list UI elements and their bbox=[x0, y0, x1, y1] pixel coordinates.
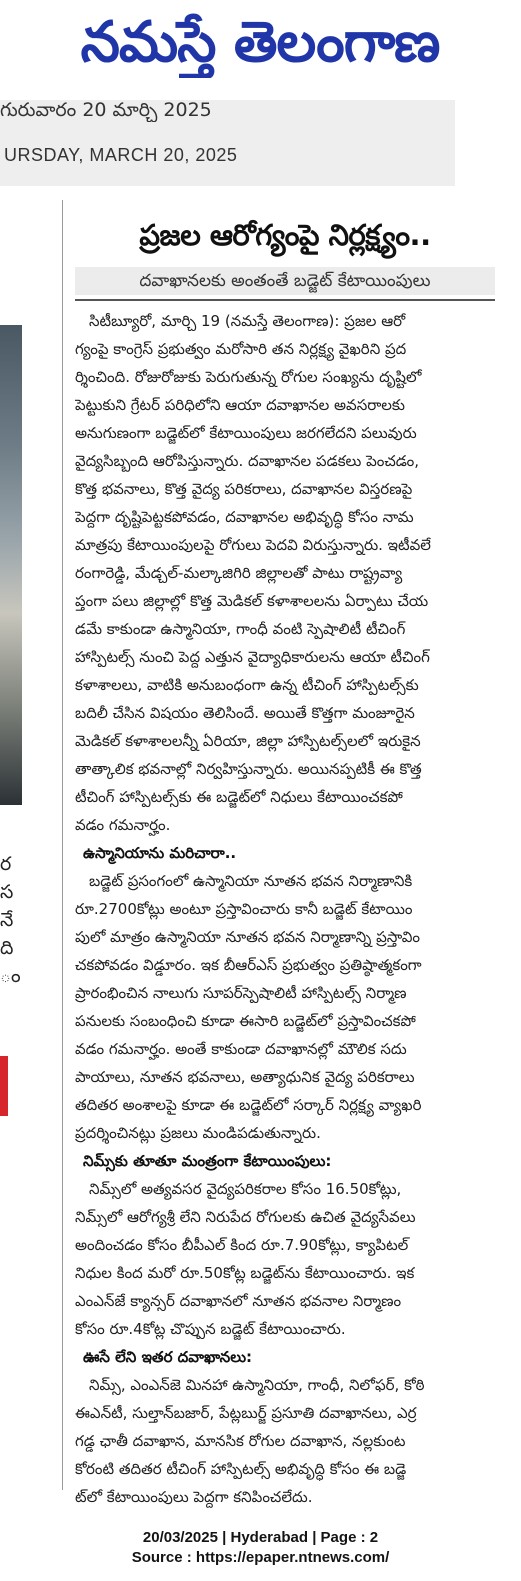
neighbor-red-block bbox=[0, 1056, 8, 1116]
section-heading-osmania: ఉస్మానియాను మరిచారా.. bbox=[83, 844, 237, 862]
article-line: గ్యంపై కాంగ్రెస్ ప్రభుత్వం మరోసారి తన నిర్లక్ష్య వైఖరిని ప్రద bbox=[75, 340, 407, 358]
article-line: పులో మాత్రం ఉస్మానియా నూతన భవన నిర్మాణాన్ని ప్రస్తావిం bbox=[75, 928, 421, 946]
article-line: పెద్దగా దృష్టిపెట్టకపోవడం, దవాఖానల అభివృద్ధి కోసం నామ bbox=[75, 508, 414, 526]
article-line: తాత్కాలిక భవనాల్లో నిర్వహిస్తున్నారు. అయినప్పటికీ ఈ కొత్త bbox=[75, 760, 422, 778]
footer-source: Source : https://epaper.ntnews.com/ bbox=[131, 1549, 390, 1566]
neighbor-char: ం bbox=[0, 965, 21, 987]
article-line: హాస్పిటల్స్ నుంచి పెద్ద ఎత్తున వైద్యాధికారులను ఆయా టీచింగ్ bbox=[75, 648, 430, 666]
date-telugu: గురువారం 20 మార్చి 2025 bbox=[0, 99, 212, 121]
neighbor-char: ది bbox=[0, 937, 14, 959]
article-line: కోసం రూ.4కోట్ల చొప్పున బడ్జెట్ కేటాయించారు. bbox=[75, 1320, 346, 1338]
article-line: రంగారెడ్డి, మేడ్చల్-మల్కాజిగిరి జిల్లాలతో పాటు రాష్ట్రవ్యా bbox=[75, 564, 403, 582]
article-line: వడం గమనార్హం. అంతే కాకుండా దవాఖానల్లో మౌలిక సదు bbox=[75, 1040, 407, 1058]
article-line: వైద్యసిబ్బంది ఆరోపిస్తున్నారు. దవాఖానల పడకలు పెంచడం, bbox=[75, 452, 420, 470]
column-divider bbox=[62, 200, 63, 1490]
newspaper-logo: నమస్తే తెలంగాణ bbox=[80, 10, 440, 75]
date-english: URSDAY, MARCH 20, 2025 bbox=[4, 145, 238, 165]
footer-date-location: 20/03/2025 | Hyderabad | Page : 2 bbox=[142, 1529, 379, 1546]
article-line: డమే కాకుండా ఉస్మానియా, గాంధీ వంటి స్పెషాలిటీ టీచింగ్ bbox=[75, 620, 406, 638]
neighbor-char: స bbox=[0, 881, 14, 903]
article-line: నిమ్స్‌లో అత్యవసర వైద్యపరికరాల కోసం 16.50కోట్లు, bbox=[89, 1180, 402, 1198]
article-line: బదిలీ చేసిన విషయం తెలిసిందే. అయితే కొత్తగా మంజూరైన bbox=[75, 704, 415, 722]
article-line: సిటీబ్యూరో, మార్చి 19 (నమస్తే తెలంగాణ): ప్రజల ఆరో bbox=[89, 312, 406, 330]
article-subheadline: దవాఖానలకు అంతంతే బడ్జెట్ కేటాయింపులు bbox=[75, 267, 495, 295]
article-headline: ప్రజల ఆరోగ్యంపై నిర్లక్ష్యం.. bbox=[139, 218, 431, 252]
article-line: చకపోవడం విడ్డూరం. ఇక బీఆర్‌ఎస్ ప్రభుత్వం ప్రతిష్ఠాత్మకంగా bbox=[75, 956, 422, 974]
article-line: వడం గమనార్హం. bbox=[75, 816, 171, 834]
article-line: టీచింగ్ హాస్పిటల్స్‌కు ఈ బడ్జెట్‌లో నిధులు కేటాయించకపో bbox=[75, 788, 403, 806]
article-line: కళాశాలలు, వాటికి అనుబంధంగా ఉన్న టీచింగ్ హాస్పిటల్స్‌కు bbox=[75, 676, 419, 694]
article-body bbox=[75, 307, 495, 1511]
article-line: ప్తంగా పలు జిల్లాల్లో కొత్త మెడికల్ కళాశాలలను ఏర్పాటు చేయ bbox=[75, 592, 429, 610]
article-line: పాయాలు, నూతన భవనాలు, అత్యాధునిక వైద్య పరికరాలు bbox=[75, 1068, 415, 1086]
article-line: కోరంటి తదితర టీచింగ్ హాస్పిటల్స్ అభివృద్ధి కోసం ఈ బడ్జె bbox=[75, 1460, 407, 1478]
article-line: మెడికల్ కళాశాలలన్నీ ఏరియా, జిల్లా హాస్పిటల్స్‌లలో ఇరుకైన bbox=[75, 732, 421, 750]
subheadline-divider bbox=[75, 299, 495, 301]
article-line: నిమ్స్, ఎంఎన్‌జె మినహా ఉస్మానియా, గాంధీ, నిలోఫర్, కోఠి bbox=[89, 1376, 425, 1394]
article-line: ప్రదర్శించినట్లు ప్రజలు మండిపడుతున్నారు. bbox=[75, 1124, 321, 1142]
section-heading-other-hospitals: ఊసే లేని ఇతర దవాఖానలు: bbox=[83, 1348, 253, 1366]
article-line: పనులకు సంబంధించి కూడా ఈసారి బడ్జెట్‌లో ప్రస్తావించకపో bbox=[75, 1012, 416, 1030]
date-band bbox=[0, 100, 455, 186]
neighbor-column bbox=[0, 230, 30, 1500]
article-line: మాత్రపు కేటాయింపులపై రోగులు పెదవి విరుస్తున్నారు. ఇటీవలే bbox=[75, 536, 431, 554]
article-line: అందించడం కోసం బీపీఎల్ కింద రూ.7.90కోట్లు, క్యాపిటల్ bbox=[75, 1236, 409, 1254]
article-line: నిధుల కింద మరో రూ.50కోట్ల బడ్జెట్‌ను కేటాయించారు. ఇక bbox=[75, 1264, 415, 1282]
neighbor-char: నే bbox=[0, 909, 14, 931]
article-line: ప్రారంభించిన నాలుగు సూపర్‌స్పెషాలిటీ హాస్పిటల్స్ నిర్మాణ bbox=[75, 984, 407, 1002]
article-line: రూ.2700కోట్లు అంటూ ప్రస్తావించారు కానీ బడ్జెట్ కేటాయిం bbox=[75, 900, 413, 918]
article-line: గడ్డ ఛాతీ దవాఖాన, మానసిక రోగుల దవాఖాన, నల్లకుంట bbox=[75, 1432, 406, 1450]
neighbor-text bbox=[0, 850, 30, 990]
article-line: కొత్త భవనాలు, కొత్త వైద్య పరికరాలు, దవాఖానల విస్తరణపై bbox=[75, 480, 413, 498]
article-line: ఎంఎన్‌జే క్యాన్సర్ దవాఖానలో నూతన భవనాల నిర్మాణం bbox=[75, 1292, 402, 1310]
article-line: ట్‌లో కేటాయింపులు పెద్దగా కనిపించలేదు. bbox=[75, 1488, 313, 1506]
article-line: పెట్టుకుని గ్రేటర్ పరిధిలోని ఆయా దవాఖానల అవసరాలకు bbox=[75, 396, 405, 414]
neighbor-char: ర bbox=[0, 853, 12, 875]
article-line: నిమ్స్‌లో ఆరోగ్యశ్రీ లేని నిరుపేద రోగులకు ఉచిత వైద్యసేవలు bbox=[75, 1208, 416, 1226]
article-line: బడ్జెట్ ప్రసంగంలో ఉస్మానియా నూతన భవన నిర్మాణానికి bbox=[89, 872, 413, 890]
section-heading-nims: నిమ్స్‌కు తూతూ మంత్రంగా కేటాయింపులు: bbox=[83, 1152, 332, 1170]
neighbor-photo bbox=[0, 325, 22, 805]
article-line: ర్శించింది. రోజురోజుకు పెరుగుతున్న రోగుల సంఖ్యను దృష్టిలో bbox=[75, 368, 422, 386]
article-line: తదితర అంశాలపై కూడా ఈ బడ్జెట్‌లో సర్కార్ నిర్లక్ష్య వ్యాఖరి bbox=[75, 1096, 422, 1114]
masthead bbox=[0, 0, 521, 100]
article-line: అనుగుణంగా బడ్జెట్‌లో కేటాయింపులు జరగలేదని పలువురు bbox=[75, 424, 417, 442]
article-line: ఈఎన్‌టీ, సుల్తాన్‌బజార్, పేట్లబుర్జ్ ప్రసూతి దవాఖానలు, ఎర్ర bbox=[75, 1404, 417, 1422]
page-footer bbox=[0, 1528, 521, 1568]
